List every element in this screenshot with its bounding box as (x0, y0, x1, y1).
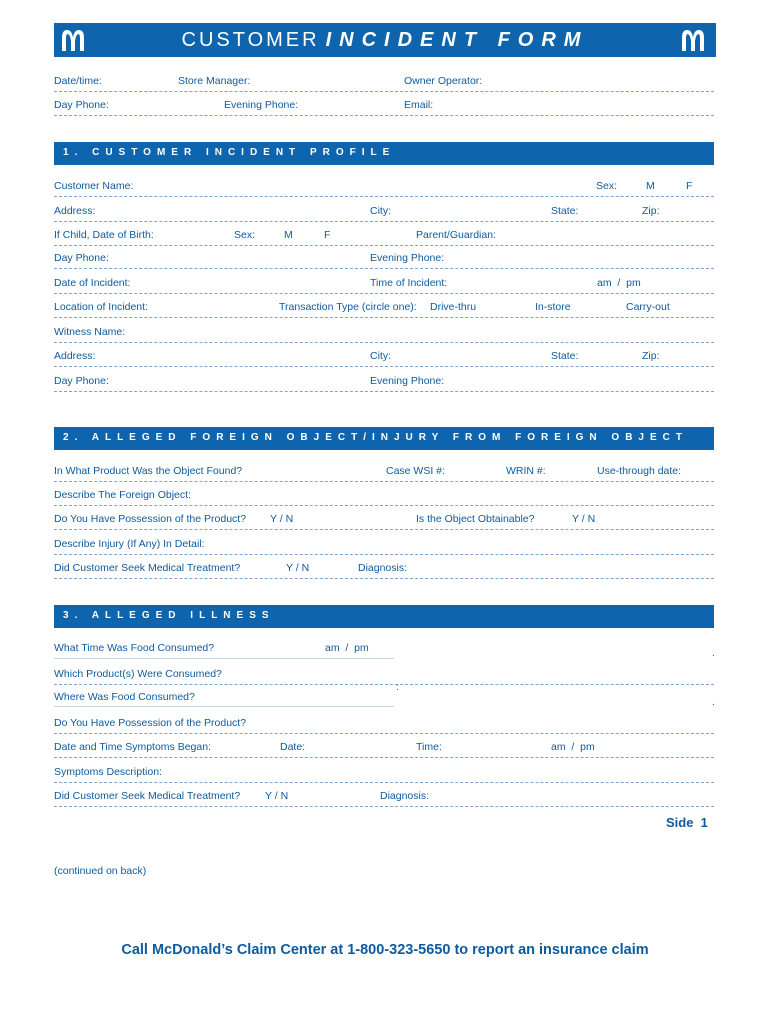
witness-state-label: State: (551, 350, 579, 362)
describe-object-row (54, 487, 714, 506)
medical-treatment-label: Did Customer Seek Medical Treatment? (54, 562, 241, 574)
customer-name-label: Customer Name: (54, 180, 134, 192)
form-title-part2: INCIDENT FORM (325, 29, 589, 51)
product-found-row (54, 463, 714, 482)
location-row (54, 299, 714, 318)
medical-treatment-row (54, 560, 714, 579)
child-dob-label: If Child, Date of Birth: (54, 229, 154, 241)
where-consumed-label: Where Was Food Consumed? (54, 691, 195, 703)
owner-operator-label: Owner Operator: (404, 75, 483, 87)
address-label: Address: (54, 205, 96, 217)
section3-heading: 3. ALLEGED ILLNESS (63, 610, 275, 621)
child-sex-f-option: F (324, 229, 331, 241)
products-consumed-row (54, 666, 714, 685)
continued-note: (continued on back) (54, 865, 147, 877)
sex-f-option: F (686, 180, 693, 192)
product-found-label: In What Product Was the Object Found? (54, 465, 243, 477)
use-through-date-label: Use-through date: (597, 465, 682, 477)
witness-day-phone-label: Day Phone: (54, 375, 109, 387)
side-number: Side 1 (666, 815, 708, 830)
incident-datetime-row (54, 275, 714, 294)
sex-m-option: M (646, 180, 655, 192)
witness-address-row (54, 348, 714, 367)
possession-row (54, 715, 714, 734)
parent-guardian-label: Parent/Guardian: (416, 229, 496, 241)
witness-address-label: Address: (54, 350, 96, 362)
child-sex-m-option: M (284, 229, 293, 241)
store-info-row-2 (54, 97, 714, 116)
carry-out-option: Carry-out (626, 301, 670, 313)
witness-city-label: City: (370, 350, 391, 362)
customer-name-row (54, 178, 714, 197)
dot-mark: : (396, 682, 399, 693)
symptoms-description-label: Symptoms Description: (54, 766, 162, 778)
child-sex-label: Sex: (234, 229, 256, 241)
section1-heading: 1. CUSTOMER INCIDENT PROFILE (63, 147, 396, 158)
dot-mark: . (712, 648, 715, 659)
time-consumed-line (54, 658, 394, 659)
sex-label: Sex: (596, 180, 618, 192)
medical-treatment-label: Did Customer Seek Medical Treatment? (54, 790, 241, 802)
describe-object-label: Describe The Foreign Object: (54, 489, 191, 501)
drive-thru-option: Drive-thru (430, 301, 477, 313)
time-consumed-am-pm: am / pm (325, 642, 369, 654)
medical-treatment-row (54, 788, 714, 807)
claim-center-notice: Call McDonald’s Claim Center at 1-800-323-5650 to report an insurance claim (121, 942, 649, 958)
customer-address-row (54, 203, 714, 222)
time-consumed-label: What Time Was Food Consumed? (54, 642, 215, 654)
datetime-label: Date/time: (54, 75, 102, 87)
location-label: Location of Incident: (54, 301, 148, 313)
section2-heading: 2. ALLEGED FOREIGN OBJECT/INJURY FROM FOREIGN OBJECT (63, 432, 688, 443)
day-phone-label: Day Phone: (54, 252, 109, 264)
dot-mark: . (712, 697, 715, 708)
symptoms-am-pm: am / pm (551, 741, 595, 753)
case-wsi-label: Case WSI #: (386, 465, 445, 477)
store-info-row-1 (54, 73, 714, 92)
possession-yn-option: Y / N (270, 513, 294, 525)
customer-phone-row (54, 250, 714, 269)
symptoms-time-label: Time: (416, 741, 442, 753)
store-manager-label: Store Manager: (178, 75, 251, 87)
state-label: State: (551, 205, 579, 217)
form-title-bar (54, 23, 716, 57)
transaction-type-label: Transaction Type (circle one): (279, 301, 417, 313)
evening-phone-label: Evening Phone: (224, 99, 299, 111)
email-label: Email: (404, 99, 434, 111)
diagnosis-label: Diagnosis: (380, 790, 430, 802)
witness-name-label: Witness Name: (54, 326, 126, 338)
possession-label: Do You Have Possession of the Product? (54, 513, 247, 525)
describe-injury-label: Describe Injury (If Any) In Detail: (54, 538, 205, 550)
possession-label: Do You Have Possession of the Product? (54, 717, 247, 729)
section1-header (54, 142, 714, 165)
wrin-label: WRIN #: (506, 465, 546, 477)
symptoms-date-label: Date: (280, 741, 306, 753)
city-label: City: (370, 205, 391, 217)
symptoms-description-row (54, 764, 714, 783)
obtainable-label: Is the Object Obtainable? (416, 513, 535, 525)
possession-row (54, 511, 714, 530)
day-phone-label: Day Phone: (54, 99, 109, 111)
medical-yn-option: Y / N (286, 562, 310, 574)
section2-header (54, 427, 714, 450)
date-of-incident-label: Date of Incident: (54, 277, 131, 289)
child-info-row (54, 227, 714, 246)
products-consumed-label: Which Product(s) Were Consumed? (54, 668, 222, 680)
time-of-incident-label: Time of Incident: (370, 277, 448, 289)
section3-header (54, 605, 714, 628)
zip-label: Zip: (642, 205, 660, 217)
describe-injury-row (54, 536, 714, 555)
golden-arches-logo-icon (680, 28, 706, 52)
evening-phone-label: Evening Phone: (370, 252, 445, 264)
witness-zip-label: Zip: (642, 350, 660, 362)
am-pm-option: am / pm (597, 277, 641, 289)
diagnosis-label: Diagnosis: (358, 562, 408, 574)
symptoms-began-label: Date and Time Symptoms Began: (54, 741, 211, 753)
witness-name-row (54, 324, 714, 343)
witness-phone-row (54, 373, 714, 392)
in-store-option: In-store (535, 301, 571, 313)
obtainable-yn-option: Y / N (572, 513, 596, 525)
form-title (54, 28, 716, 52)
witness-evening-phone-label: Evening Phone: (370, 375, 445, 387)
where-consumed-line (54, 706, 394, 707)
medical-yn-option: Y / N (265, 790, 289, 802)
form-title-part1: CUSTOMER (181, 29, 320, 51)
symptoms-began-row (54, 739, 714, 758)
